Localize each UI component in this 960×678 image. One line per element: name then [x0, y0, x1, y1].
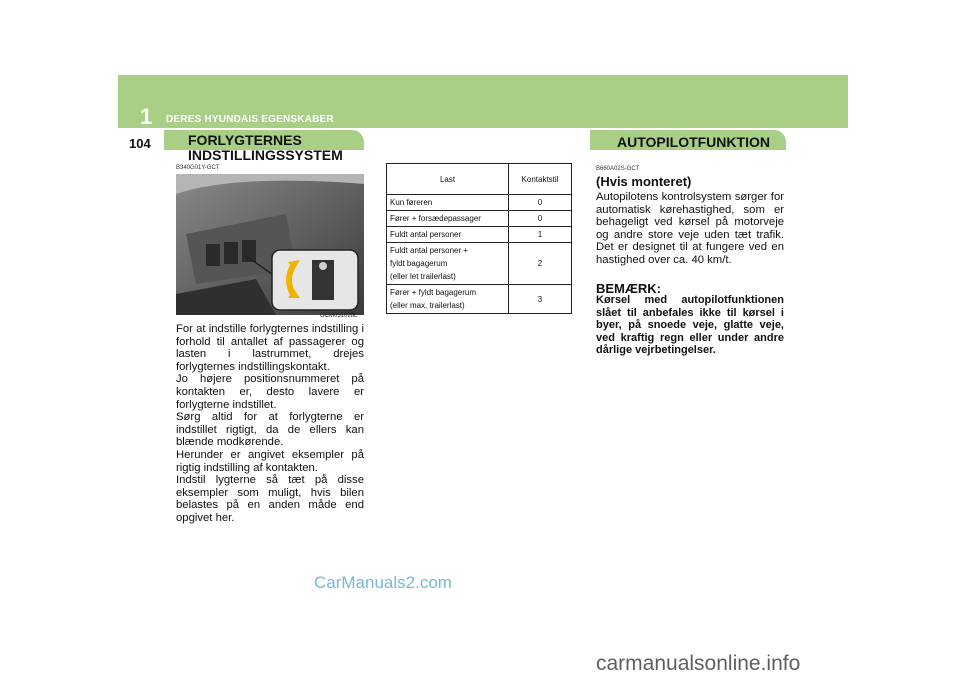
table-header-row [387, 164, 572, 195]
instruction-paragraph: Jo højere positionsnummeret på kontakten er, desto lavere er forlygterne indstillet. [176, 373, 364, 411]
section-code-right: B660A02S-GCT [596, 166, 640, 172]
chapter-number: 1 [140, 104, 153, 129]
headlight-instructions [176, 323, 364, 525]
load-cell: Fører + fyldt bagagerum (eller max. trailerlast) [387, 285, 509, 314]
position-cell: 0 [509, 195, 572, 211]
load-position-table [386, 163, 572, 314]
dashboard-illustration [176, 174, 364, 315]
section-code-left: B340G01Y-GCT [176, 165, 220, 171]
load-cell: Fører + forsædepassager [387, 211, 509, 227]
watermark-top: CarManuals2.com [314, 573, 452, 592]
table-row [387, 285, 572, 314]
headlight-switch-photo [176, 174, 364, 315]
table-row [387, 211, 572, 227]
section-title-line2: INDSTILLINGSSYSTEM [188, 147, 343, 163]
watermark-bottom: carmanualsonline.info [596, 652, 801, 675]
page-number: 104 [129, 136, 151, 151]
instruction-paragraph: Sørg altid for at forlygterne er indstillet rigtigt, da de ellers kan blænde modkørende. [176, 411, 364, 449]
section-title-cruise-control: AUTOPILOTFUNKTION [617, 134, 770, 150]
position-cell: 0 [509, 211, 572, 227]
instruction-paragraph: Indstil lygterne så tæt på disse eksempler som muligt, hvis bilen belastes på en anden måde end opgivet her. [176, 474, 364, 524]
table-row [387, 243, 572, 285]
load-cell: Fuldt antal personer + fyldt bagagerum (eller let trailerlast) [387, 243, 509, 285]
load-cell: Fuldt antal personer [387, 227, 509, 243]
table-row [387, 227, 572, 243]
position-cell: 3 [509, 285, 572, 314]
load-cell: Kun føreren [387, 195, 509, 211]
cruise-control-description: Autopilotens kontrolsystem sørger for automatisk kørehastighed, som er behageligt ved kørsel på motorveje og andre store veje uden tæt trafik. Det er designet til at fungere ved en hastighed over ca. 40 km/t. [596, 191, 784, 266]
note-title: BEMÆRK: [596, 281, 661, 296]
instruction-paragraph: For at indstille forlygternes indstilling i forhold til antallet af passagerer og lasten i lastrummet, drejes forlygternes indstillingskontakt. [176, 323, 364, 373]
position-cell: 2 [509, 243, 572, 285]
section-title-line1: FORLYGTERNES [188, 132, 302, 148]
photo-caption: OCM051028L [320, 313, 358, 319]
chapter-title: DERES HYUNDAIS EGENSKABER [166, 114, 334, 125]
header-load: Last [387, 164, 509, 195]
table-row [387, 195, 572, 211]
header-position: Kontaktstil [509, 164, 572, 195]
section-subtitle: (Hvis monteret) [596, 174, 692, 189]
position-cell: 1 [509, 227, 572, 243]
section-title-headlight-leveling [188, 133, 343, 163]
instruction-paragraph: Herunder er angivet eksempler på rigtig indstilling af kontakten. [176, 448, 364, 474]
note-text: Kørsel med autopilotfunktionen slået til anbefales ikke til kørsel i byer, på snoede veje, glatte veje, ved kraftig regn eller under andre dårlige vejrbetingelser. [596, 294, 784, 357]
